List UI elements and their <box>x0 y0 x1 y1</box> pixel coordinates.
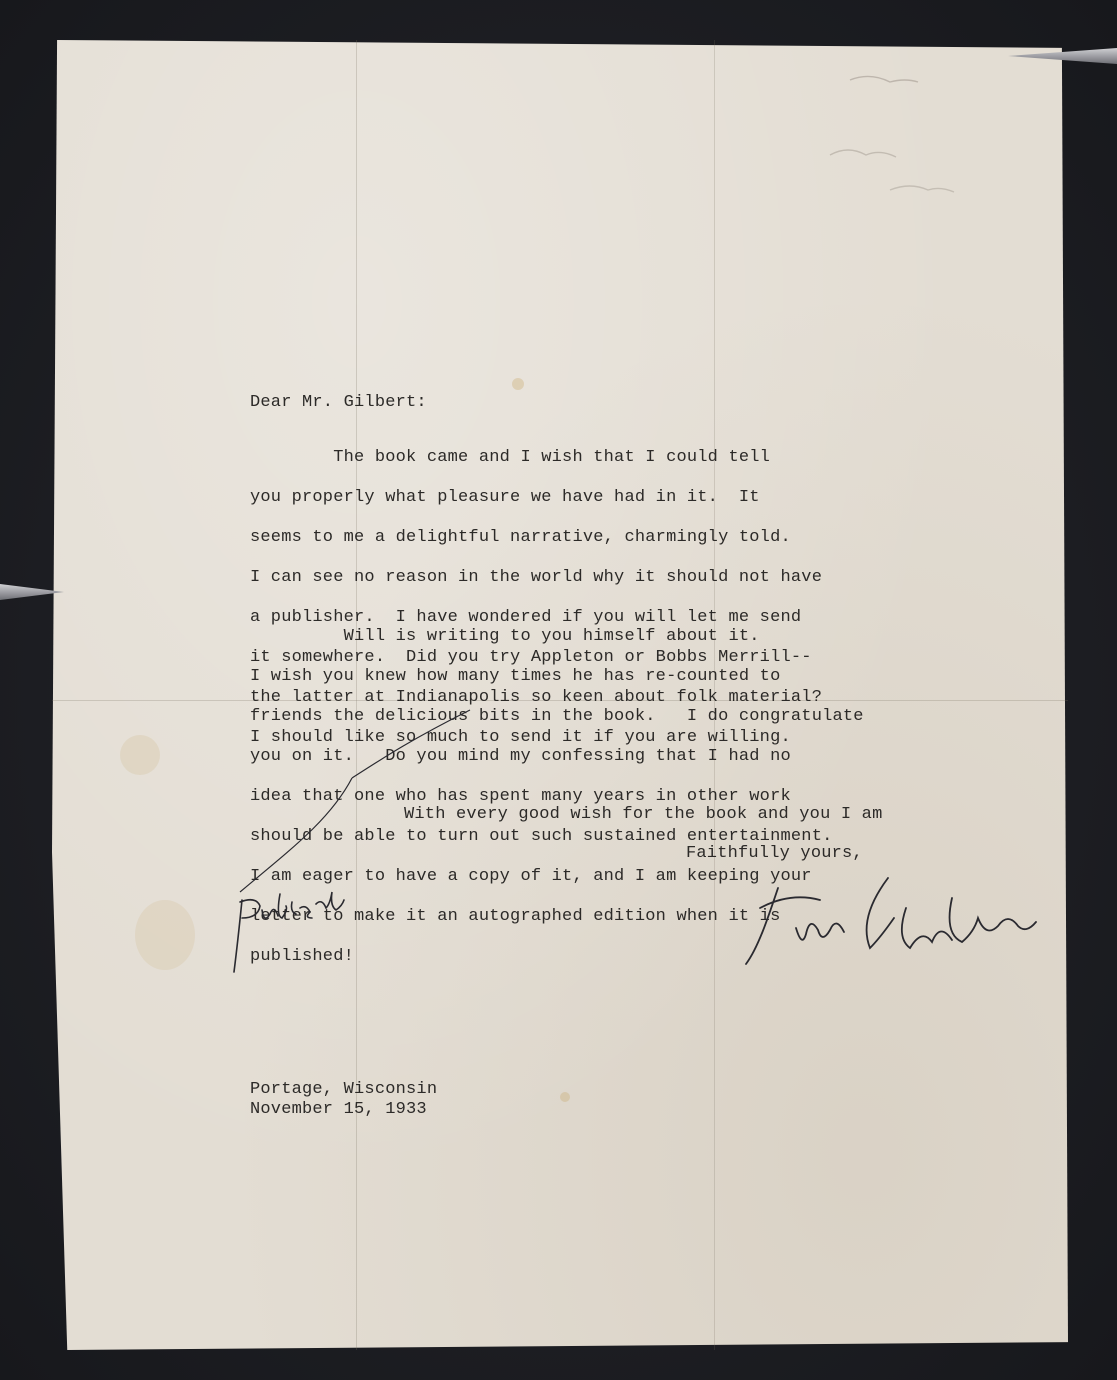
text-line: published! <box>250 947 355 966</box>
text-line: idea that one who has spent many years in other work <box>250 787 791 806</box>
text-line: Will is writing to you himself about it. <box>250 627 760 646</box>
letter-date: November 15, 1933 <box>250 1100 427 1119</box>
text-line: I wish you knew how many times he has re-counted to <box>250 667 781 686</box>
text-line: friends the delicious bits in the book. I do congratulate <box>250 707 864 726</box>
text-line: letter to make it an autographed edition when it is <box>250 907 781 926</box>
marginal-note-published <box>228 880 378 980</box>
text-line: a publisher. I have wondered if you will let me send <box>250 608 802 627</box>
text-line: seems to me a delightful narrative, charmingly told. <box>250 528 791 547</box>
place: Portage, Wisconsin <box>250 1080 438 1099</box>
text-line: I can see no reason in the world why it should not have <box>250 568 823 587</box>
text-line: you on it. Do you mind my confessing that I had no <box>250 747 791 766</box>
text-line: I should like so much to send it if you are willing. <box>250 728 791 747</box>
text-line: it somewhere. Did you try Appleton or Bobbs Merrill-- <box>250 648 812 667</box>
text-line: The book came and I wish that I could tell <box>250 448 771 467</box>
text-line: the latter at Indianapolis so keen about folk material? <box>250 688 823 707</box>
signature <box>738 868 1028 978</box>
text-line: should be able to turn out such sustained entertainment. <box>250 827 833 846</box>
text-line: I am eager to have a copy of it, and I am keeping your <box>250 867 812 886</box>
closing-line: With every good wish for the book and you I am <box>404 805 883 824</box>
salutation: Dear Mr. Gilbert: <box>250 393 427 412</box>
valediction: Faithfully yours, <box>686 844 863 863</box>
text-line: you properly what pleasure we have had in it. It <box>250 488 760 507</box>
